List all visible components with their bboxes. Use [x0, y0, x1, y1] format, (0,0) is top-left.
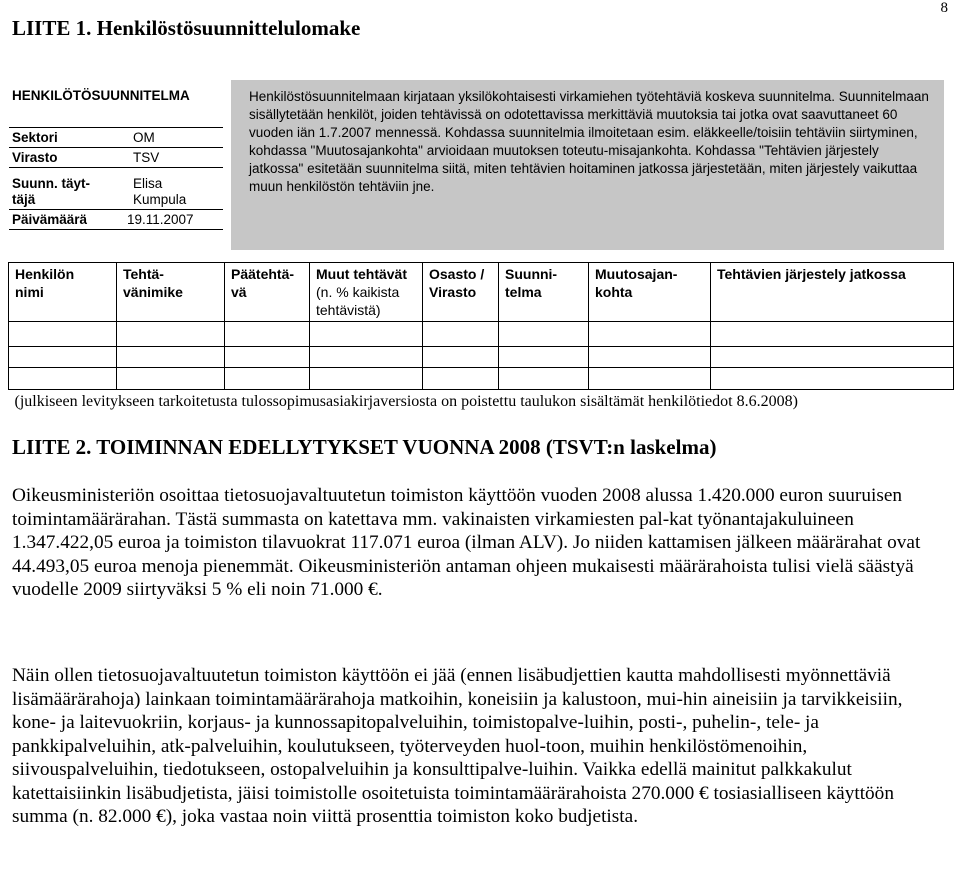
meta-value: 19.11.2007: [121, 210, 223, 230]
header-main-task: Päätehtä- vä: [225, 263, 310, 322]
meta-value: OM: [121, 128, 223, 148]
form-label: HENKILÖTÖSUUNNITELMA: [12, 88, 190, 103]
meta-row-filler: [9, 168, 223, 210]
table-note-row: [9, 390, 954, 415]
page-number: 8: [940, 0, 948, 16]
meta-value: TSV: [121, 148, 223, 168]
meta-row-sector: [9, 128, 223, 148]
appendix-2-title: LIITE 2. TOIMINNAN EDELLYTYKSET VUONNA 2008 (TSVT:n laskelma): [12, 435, 717, 459]
table-row: [9, 368, 954, 390]
meta-row-agency: [9, 148, 223, 168]
table-header-row: [9, 263, 954, 322]
meta-row-date: [9, 210, 223, 230]
table-note: (julkiseen levitykseen tarkoitetusta tulossopimusasiakirjaversiosta on poistettu taulukon sisältämät henkilötiedot 8.6.2008): [14, 393, 798, 410]
meta-key: Suunn. täyt- täjä: [9, 168, 121, 210]
form-meta-table: [9, 127, 223, 230]
header-department: Osasto / Virasto: [423, 263, 499, 322]
header-future-arrangement: Tehtävien järjestely jatkossa: [711, 263, 954, 322]
header-plan: Suunni- telma: [499, 263, 589, 322]
meta-key: Sektori: [9, 128, 121, 148]
meta-value: Elisa Kumpula: [121, 168, 223, 210]
header-person-name: Henkilön nimi: [9, 263, 117, 322]
meta-key: Päivämäärä: [9, 210, 121, 230]
meta-key: Virasto: [9, 148, 121, 168]
appendix-1-title: LIITE 1. Henkilöstösuunnittelulomake: [12, 16, 361, 40]
personnel-table: [8, 262, 954, 414]
table-row: [9, 347, 954, 368]
paragraph-consequences: Näin ollen tietosuojavaltuutetun toimiston käyttöön ei jää (ennen lisäbudjettien kautta mahdollisesti myönnettäviä lisämäärärahoja) lainkaan toimintamäärärahoja matkoihin, koneisiin ja kalustoon, mui-hin aineisiin ja tarvikkeisiin, kone- ja laitevuokriin, korjaus- ja kunnossapitopalveluihin, toimistopalve-luihin, posti-, puhelin-, tele- ja pankkipalveluihin, atk-palveluihin, koulutukseen, työterveyden huol-toon, muihin henkilöstömenoihin, siivouspalveluihin, tiedotukseen, ostopalveluihin ja konsulttipalve-luihin. Vaikka edellä mainitut palkkakulut katettaisiinkin lisäbudjetista, jäisi toimistolle osoitetuista toimintamäärärahoista 270.000 € tosiasialliseen käyttöön summa (n. 82.000 €), joka vastaa noin viittä prosenttia toimiston koko budjetista.: [12, 665, 903, 827]
header-change-time: Muutosajan- kohta: [589, 263, 711, 322]
paragraph-budget: Oikeusministeriön osoittaa tietosuojavaltuutetun toimiston käyttöön vuoden 2008 alussa 1.420.000 euron suuruisen toimintamäärärahan. Tästä summasta on katettava mm. vakinaisten virkamiesten pal-kat työnantajakuluineen 1.347.422,05 euroa ja toimiston tilavuokrat 117.071 euroa (ilman ALV). Jo niiden kattamisen jälkeen määrärahat ovat 44.493,05 euroa menoja pienemmät. Oikeusministeriön antaman ohjeen mukaisesti määrärahoista tulisi vielä säästyä vuodelle 2009 siirtyväksi 5 % eli noin 71.000 €.: [12, 485, 921, 600]
header-job-title: Tehtä- vänimike: [117, 263, 225, 322]
table-row: [9, 322, 954, 347]
header-other-tasks: Muut tehtävät (n. % kaikista tehtävistä): [310, 263, 423, 322]
instructions-box: Henkilöstösuunnitelmaan kirjataan yksilökohtaisesti virkamiehen työtehtäviä koskeva suunnitelma. Suunnitelmaan sisällytetään henkilöt, joiden tehtävissä on odotettavissa merkittäviä muutoksia tai jotka ovat saavuttaneet 60 vuoden iän 1.7.2007 mennessä. Kohdassa suunnitelmia ilmoitetaan esim. eläkkeelle/toisiin tehtäviin siirtyminen, kohdassa "Muutosajankohta" arvioidaan muutoksen toteutu-misajankohta. Kohdassa "Tehtävien järjestely jatkossa" esitetään suunnitelma siitä, miten tehtävien hoitaminen jatkossa järjestetään, miten järjestely vaikuttaa muun henkilöstön tehtäviin jne.: [231, 80, 944, 250]
